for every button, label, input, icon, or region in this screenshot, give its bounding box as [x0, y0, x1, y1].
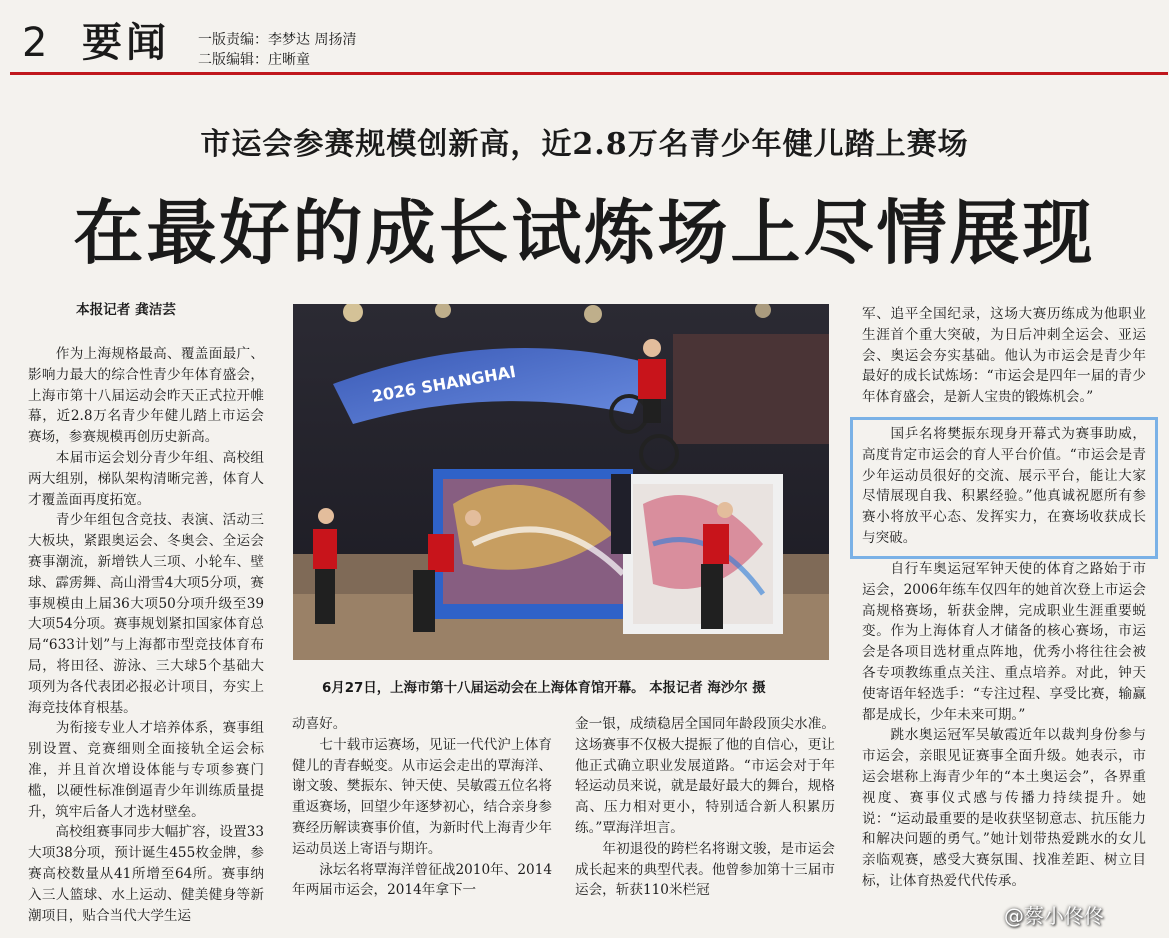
- banner-text: 2026 SHANGHAI: [370, 361, 518, 406]
- article-column-4-bottom: 自行车奥运冠军钟天使的体育之路始于市运会，2006年练车仅四年的她首次登上市运会高规格赛场，斩获金牌，完成职业生涯重要蜕变。作为上海体育人才储备的核心赛场，市运会是各项目选材重点阵地，优秀小将往往会被各专项教练重点关注、重点培养。对此，钟天使寄语年轻选手：“专注过程、享受比赛，输赢都是成长，少年未来可期。” 跳水奥运冠军吴敏霞近年以裁判身份参与市运会，亲眼见证赛事全面升级。她表示，市运会堪称上海青少年的“本土奥运会”，各界重视度、赛事仪式感与传播力持续提升。她说：“运动最重要的是收获坚韧意志、抗压能力和解决问题的勇气。”她计划带热爱跳水的女儿亲临观赛，感受大赛氛围、找准差距、树立目标，让体育热爱代代传承。: [862, 561, 1146, 889]
- article-column-3: 金一银，成绩稳居全国同年龄段顶尖水准。这场赛事不仅极大提振了他的自信心，更让他正式确立职业发展道路。“市运会对于年轻运动员来说，就是最好最大的舞台，规格高、压力相对更小，特别适合新人积累历练。”覃海洋坦言。 年初退役的跨栏名将谢文骏，是市运会成长起来的典型代表。他曾参加第十三届市运会，斩获110米栏冠: [575, 716, 835, 899]
- opening-ceremony-photo: [293, 304, 829, 660]
- editor-line-1: 一版责编：李梦达 周扬清: [198, 32, 357, 48]
- weibo-watermark: @蔡小佟佟: [1004, 904, 1104, 928]
- byline: 本报记者 龚洁芸: [76, 302, 176, 318]
- header-rule: [10, 72, 1168, 75]
- section-title: 要闻: [82, 20, 170, 66]
- photo-caption: 6月27日，上海市第十八届运动会在上海体育馆开幕。 本报记者 海沙尔 摄: [322, 681, 766, 696]
- article-column-4-top: 军、追平全国纪录，这场大赛历练成为他职业生涯首个重大突破，为日后冲刺全运会、亚运会、奥运会夯实基础。他认为市运会是青少年最好的成长试炼场：“市运会是四年一届的青少年体育盛会，是新人宝贵的锻炼机会。”: [862, 306, 1146, 406]
- article-headline: 在最好的成长试炼场上尽情展现: [73, 192, 1096, 274]
- article-column-2: 动喜好。 七十载市运赛场，见证一代代沪上体育健儿的青春蜕变。从市运会走出的覃海洋、谢文骏、樊振东、钟天使、吴敏霞五位名将重返赛场，回望少年逐梦初心，结合亲身参赛经历解读赛事价值，为新时代上海青少年运动员送上寄语与期许。 泳坛名将覃海洋曾征战2010年、2014年两届市运会，2014年拿下一: [292, 716, 552, 899]
- article-column-1: 作为上海规格最高、覆盖面最广、影响力最大的综合性青少年体育盛会，上海市第十八届运动会昨天正式拉开帷幕，近2.8万名青少年健儿踏上市运会赛场，参赛规模再创历史新高。 本届市运会划分青少年组、高校组两大组别，梯队架构清晰完善，体育人才覆盖面再度拓宽。 青少年组包含竞技、表演、活动三大板块，紧跟奥运会、冬奥会、全运会赛事潮流，新增铁人三项、小轮车、壁球、霹雳舞、高山滑雪4大项5分项，赛事规模由上届36大项50分项升级至39大项54分项。赛事规划紧扣国家体育总局“633计划”与上海都市型竞技体育布局，将田径、游泳、三大球5个基础大项列为各代表团必报必计项目，夯实上海竞技体育根基。 为衔接专业人才培养体系，赛事组别设置、竞赛细则全面接轨全运会标准，并且首次增设体能与专项参赛门槛，以硬性标准倒逼青少年训练质量提升，筑牢后备人才选材壁垒。 高校组赛事同步大幅扩容，设置33大项38分项，预计诞生455枚金牌，参赛高校数量从41所增至64所。赛事纳入三人篮球、水上运动、健美健身等新潮项目，贴合当代大学生运: [28, 346, 264, 924]
- article-subtitle: 市运会参赛规模创新高，近2.8万名青少年健儿踏上赛场: [200, 127, 969, 162]
- editor-line-2: 二版编辑：庄晰童: [198, 52, 310, 68]
- page-number: 2: [22, 20, 48, 66]
- highlighted-paragraph: 国乒名将樊振东现身开幕式为赛事助威，高度肯定市运会的育人平台价值。“市运会是青少年运动员很好的交流、展示平台，能让大家尽情展现自我、积累经验。”他真诚祝愿所有参赛小将放平心态、发挥实力，在赛场收获成长与突破。: [862, 426, 1146, 546]
